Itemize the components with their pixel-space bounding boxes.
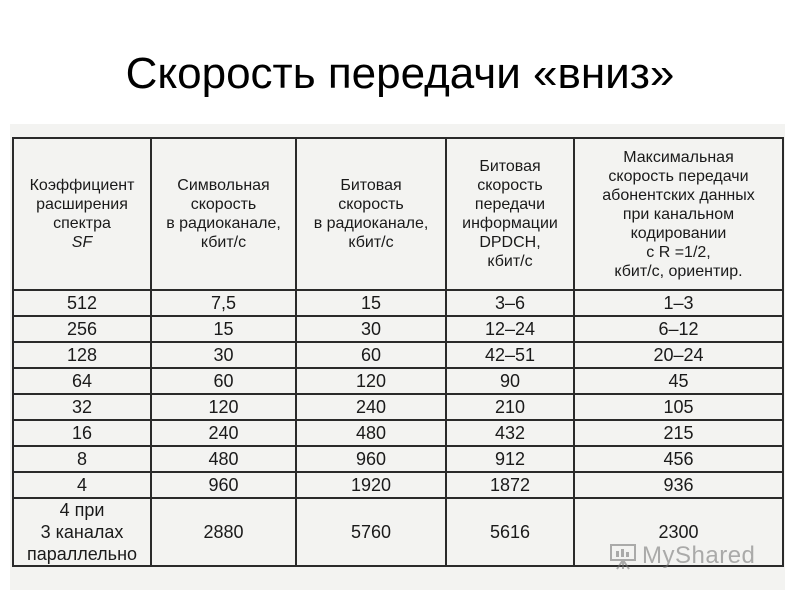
cell-symbol-rate: 30	[151, 342, 296, 368]
cell-bit-rate: 120	[296, 368, 446, 394]
cell-symbol-rate: 480	[151, 446, 296, 472]
cell-bit-rate: 480	[296, 420, 446, 446]
header-symbol-rate-label: Символьная скорость в радиоканале, кбит/с	[166, 177, 281, 251]
presentation-board-icon	[608, 541, 638, 571]
cell-max-rate: 1–3	[574, 290, 783, 316]
watermark-text: MyShared	[642, 542, 756, 569]
header-max-user-rate	[574, 138, 783, 290]
cell-bit-rate: 240	[296, 394, 446, 420]
cell-dpdch-rate: 3–6	[446, 290, 574, 316]
cell-symbol-rate: 120	[151, 394, 296, 420]
myshared-watermark	[608, 540, 755, 572]
header-spreading-factor	[13, 138, 151, 290]
cell-bit-rate: 15	[296, 290, 446, 316]
header-max-user-rate-label: Максимальная скорость передачи абонентских данных при канальном кодировании с R =1/2, кбит/с, ориентир.	[602, 148, 755, 280]
table-header-row	[13, 138, 783, 290]
cell-dpdch-rate: 5616	[446, 498, 574, 566]
header-bit-rate	[296, 138, 446, 290]
cell-dpdch-rate: 90	[446, 368, 574, 394]
cell-dpdch-rate: 432	[446, 420, 574, 446]
cell-max-rate: 215	[574, 420, 783, 446]
cell-sf: 512	[13, 290, 151, 316]
cell-max-rate: 45	[574, 368, 783, 394]
cell-bit-rate: 60	[296, 342, 446, 368]
cell-bit-rate: 30	[296, 316, 446, 342]
cell-symbol-rate: 960	[151, 472, 296, 498]
cell-max-rate: 105	[574, 394, 783, 420]
cell-symbol-rate: 240	[151, 420, 296, 446]
cell-max-rate: 456	[574, 446, 783, 472]
table-row	[13, 368, 783, 394]
cell-symbol-rate: 7,5	[151, 290, 296, 316]
cell-max-rate: 936	[574, 472, 783, 498]
cell-dpdch-rate: 12–24	[446, 316, 574, 342]
cell-symbol-rate: 60	[151, 368, 296, 394]
table-row	[13, 316, 783, 342]
cell-sf: 256	[13, 316, 151, 342]
header-dpdch-rate	[446, 138, 574, 290]
table-row	[13, 342, 783, 368]
cell-sf: 64	[13, 368, 151, 394]
table-row	[13, 420, 783, 446]
cell-symbol-rate: 2880	[151, 498, 296, 566]
cell-dpdch-rate: 912	[446, 446, 574, 472]
cell-max-rate: 6–12	[574, 316, 783, 342]
cell-bit-rate: 960	[296, 446, 446, 472]
table-row	[13, 290, 783, 316]
cell-sf: 8	[13, 446, 151, 472]
table-row	[13, 472, 783, 498]
header-spreading-factor-symbol: SF	[71, 234, 93, 251]
spreading-factor-rate-table	[12, 137, 784, 567]
cell-dpdch-rate: 42–51	[446, 342, 574, 368]
cell-dpdch-rate: 210	[446, 394, 574, 420]
cell-sf: 4 при 3 каналах параллельно	[13, 498, 151, 566]
cell-symbol-rate: 15	[151, 316, 296, 342]
slide-title: Скорость передачи «вниз»	[125, 49, 675, 98]
table-row	[13, 446, 783, 472]
cell-bit-rate: 5760	[296, 498, 446, 566]
header-spreading-factor-label: Коэффициент расширения спектра	[29, 177, 135, 232]
header-dpdch-rate-label: Битовая скорость передачи информации DPDCH, кбит/с	[462, 158, 558, 270]
cell-sf: 32	[13, 394, 151, 420]
cell-sf: 16	[13, 420, 151, 446]
table-row	[13, 394, 783, 420]
cell-sf: 4	[13, 472, 151, 498]
cell-sf: 128	[13, 342, 151, 368]
header-symbol-rate	[151, 138, 296, 290]
cell-max-rate: 2300	[574, 498, 783, 566]
cell-dpdch-rate: 1872	[446, 472, 574, 498]
cell-max-rate: 20–24	[574, 342, 783, 368]
header-bit-rate-label: Битовая скорость в радиоканале, кбит/с	[313, 177, 429, 251]
cell-bit-rate: 1920	[296, 472, 446, 498]
